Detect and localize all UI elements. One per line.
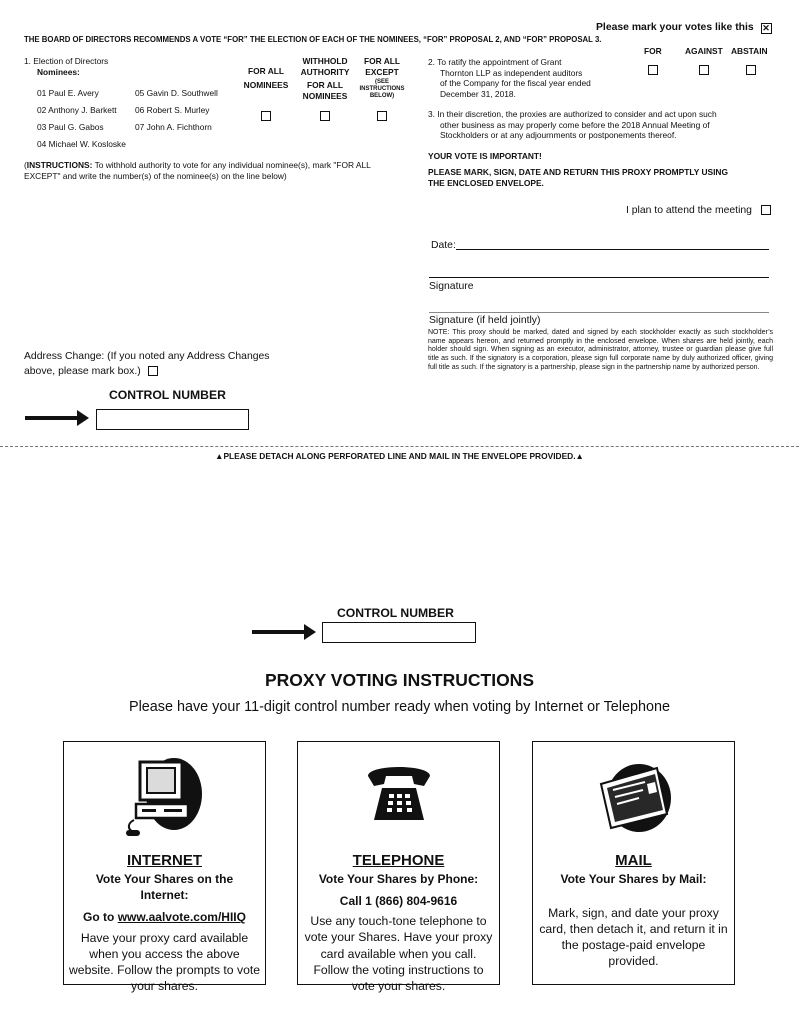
proposal-2-line: December 31, 2018. (440, 88, 516, 99)
proposal-3 (428, 109, 717, 141)
envelope-icon (593, 754, 675, 838)
detach-text: PLEASE DETACH ALONG PERFORATED LINE AND MAIL IN THE ENVELOPE PROVIDED. (223, 451, 576, 461)
except-header-note: INSTRUCTIONS (359, 86, 405, 93)
proposal-3-line: other business as may properly come before the 2018 Annual Meeting of (440, 119, 710, 130)
nominee-item: 04 Michael W. Kosloske (37, 139, 126, 149)
telephone-icon (358, 754, 440, 838)
mark-instruction-text: Please mark your votes like this (596, 22, 754, 33)
return-line: PLEASE MARK, SIGN, DATE AND RETURN THIS PROXY PROMPTLY USING (428, 167, 728, 177)
withhold-header (294, 56, 356, 101)
attend-meeting-label: I plan to attend the meeting (626, 205, 752, 216)
for-all-except-checkbox[interactable] (377, 111, 387, 121)
mail-body: Mark, sign, and date your proxy card, then detach it, and return it in the postage-paid envelope provided. (539, 906, 728, 969)
nominee-item: 06 Robert S. Murley (135, 105, 210, 115)
nominee-item: 05 Gavin D. Southwell (135, 88, 218, 98)
internet-subtitle (64, 871, 265, 903)
vote-header-against: AGAINST (685, 46, 723, 56)
instructions-label: INSTRUCTIONS: (26, 160, 93, 170)
control-number-arrow-icon (252, 630, 306, 634)
return-instructions (428, 167, 728, 188)
proposal-2-line: of the Company for the fiscal year ended (440, 78, 591, 88)
internet-title: INTERNET (127, 852, 202, 869)
signature-joint-label: Signature (if held jointly) (429, 315, 541, 326)
date-label: Date: (431, 240, 456, 251)
vote-important: YOUR VOTE IS IMPORTANT! (428, 151, 542, 161)
nominees-col-1 (37, 88, 126, 156)
proposal-2-against-checkbox[interactable] (699, 65, 709, 75)
date-line[interactable] (456, 249, 769, 250)
signature-joint-line[interactable] (429, 312, 769, 313)
nominee-item: 03 Paul G. Gabos (37, 122, 104, 132)
proposal-3-line: 3. In their discretion, the proxies are authorized to consider and act upon such (428, 109, 717, 119)
proposal-2-line: 2. To ratify the appointment of Grant (428, 57, 562, 67)
mail-panel (532, 741, 735, 985)
control-number-label-bottom: CONTROL NUMBER (337, 606, 454, 620)
internet-goto-label: Go to (83, 910, 118, 925)
except-header-line: EXCEPT (365, 66, 399, 77)
internet-subtitle-line: Internet: (140, 888, 189, 903)
control-number-label: CONTROL NUMBER (109, 388, 226, 402)
internet-panel (63, 741, 266, 993)
detach-instruction (0, 451, 799, 462)
telephone-call: Call 1 (866) 804-9616 (339, 894, 458, 909)
withhold-header-line: FOR ALL (307, 80, 343, 90)
withhold-header-line: AUTHORITY (300, 66, 350, 77)
board-recommendation: THE BOARD OF DIRECTORS RECOMMENDS A VOTE “FOR” THE ELECTION OF EACH OF THE NOMINEES, “FOR” PROPOSAL 2, AND “FOR” PROPOSAL 3. (24, 35, 602, 44)
internet-goto (64, 909, 265, 925)
proposal-3-line: Stockholders or at any adjournments or postponements thereof. (440, 130, 677, 140)
for-all-checkbox[interactable] (261, 111, 271, 121)
control-number-arrow-icon (25, 416, 79, 420)
signature-line[interactable] (429, 277, 769, 278)
address-change-text: above, please mark box.) (24, 365, 141, 377)
mark-instruction (596, 22, 772, 33)
control-number-box-bottom (322, 622, 476, 643)
computer-icon (124, 754, 206, 838)
telephone-panel (297, 741, 500, 993)
telephone-title: TELEPHONE (352, 852, 445, 869)
mail-subtitle: Vote Your Shares by Mail: (560, 872, 707, 886)
withhold-header-line: NOMINEES (302, 90, 348, 101)
control-number-box (96, 409, 249, 430)
sample-mark-icon: ✕ (762, 23, 770, 33)
instructions-text: To withhold authority to vote for any individual nominee(s), mark "FOR ALL EXCEPT" and write the number(s) of the nominee(s) on the line below) (24, 160, 371, 181)
except-header-note: (SEE (374, 79, 389, 85)
proposal-2 (428, 57, 591, 99)
proxy-title: PROXY VOTING INSTRUCTIONS (264, 670, 534, 690)
proposal-2-line: Thornton LLP as independent auditors (440, 67, 583, 78)
telephone-body: Use any touch-tone telephone to vote your Shares. Have your proxy card available when you call. Follow the voting instructions to vote your shares. (304, 914, 493, 993)
internet-body: Have your proxy card available when you access the above website. Follow the prompts to vote your shares. (68, 930, 261, 993)
return-line: THE ENCLOSED ENVELOPE. (428, 177, 544, 188)
for-all-header (236, 66, 296, 90)
up-arrow-icon: ▲ (575, 451, 584, 461)
withhold-header-line: WITHHOLD (302, 56, 348, 66)
nominees-label: Nominees: (37, 67, 80, 77)
withhold-all-checkbox[interactable] (320, 111, 330, 121)
address-change-checkbox[interactable] (148, 366, 158, 376)
proposal-2-abstain-checkbox[interactable] (746, 65, 756, 75)
attend-meeting-checkbox[interactable] (761, 205, 771, 215)
nominees-col-2 (135, 88, 218, 139)
address-change-line: Address Change: (If you noted any Address Changes (24, 351, 270, 362)
proposal-1-title: 1. Election of Directors (24, 56, 109, 66)
except-header-line: FOR ALL (364, 56, 400, 66)
address-change-line-2 (24, 364, 270, 379)
address-change (24, 350, 270, 378)
nominee-item: 02 Anthony J. Barkett (37, 105, 117, 115)
vote-header-abstain: ABSTAIN (731, 46, 768, 56)
perforated-line (0, 446, 799, 447)
telephone-subtitle: Vote Your Shares by Phone: (318, 872, 479, 886)
proposal-2-for-checkbox[interactable] (648, 65, 658, 75)
internet-subtitle-line: Vote Your Shares on the (95, 872, 234, 886)
nominee-item: 01 Paul E. Avery (37, 88, 99, 98)
for-all-header-line: FOR ALL (248, 66, 284, 76)
for-all-except-header (352, 56, 412, 101)
nominee-item: 07 John A. Fichthorn (135, 122, 212, 132)
internet-url-link[interactable]: www.aalvote.com/HIIQ (117, 910, 246, 925)
up-arrow-icon: ▲ (215, 451, 224, 461)
except-header-note: BELOW) (369, 93, 395, 100)
mail-title: MAIL (615, 852, 652, 869)
signature-label: Signature (429, 281, 474, 292)
vote-header-for: FOR (644, 46, 662, 56)
for-all-header-line: NOMINEES (243, 79, 289, 90)
signing-note: NOTE: This proxy should be marked, dated and signed by each stockholder exactly as such stockholder’s name appears hereon, and returned promptly in the enclosed envelope. When shares are held jointly, each holder should sign. When signing as an executor, administrator, attorney, trustee or guardian please give full title as such. If the signatory is a corporation, please sign full corporate name by duly authorized officer, giving full title as such. If the signatory is a partnership, please sign in the partnership name by authorized person. (428, 329, 773, 371)
withhold-instructions: (INSTRUCTIONS: To withhold authority to vote for any individual nominee(s), mark "FOR ALL EXCEPT" and write the number(s) of the nominee(s) on the line below) (24, 160, 371, 181)
proxy-subtitle: Please have your 11-digit control number ready when voting by Internet or Telephone (128, 699, 671, 715)
